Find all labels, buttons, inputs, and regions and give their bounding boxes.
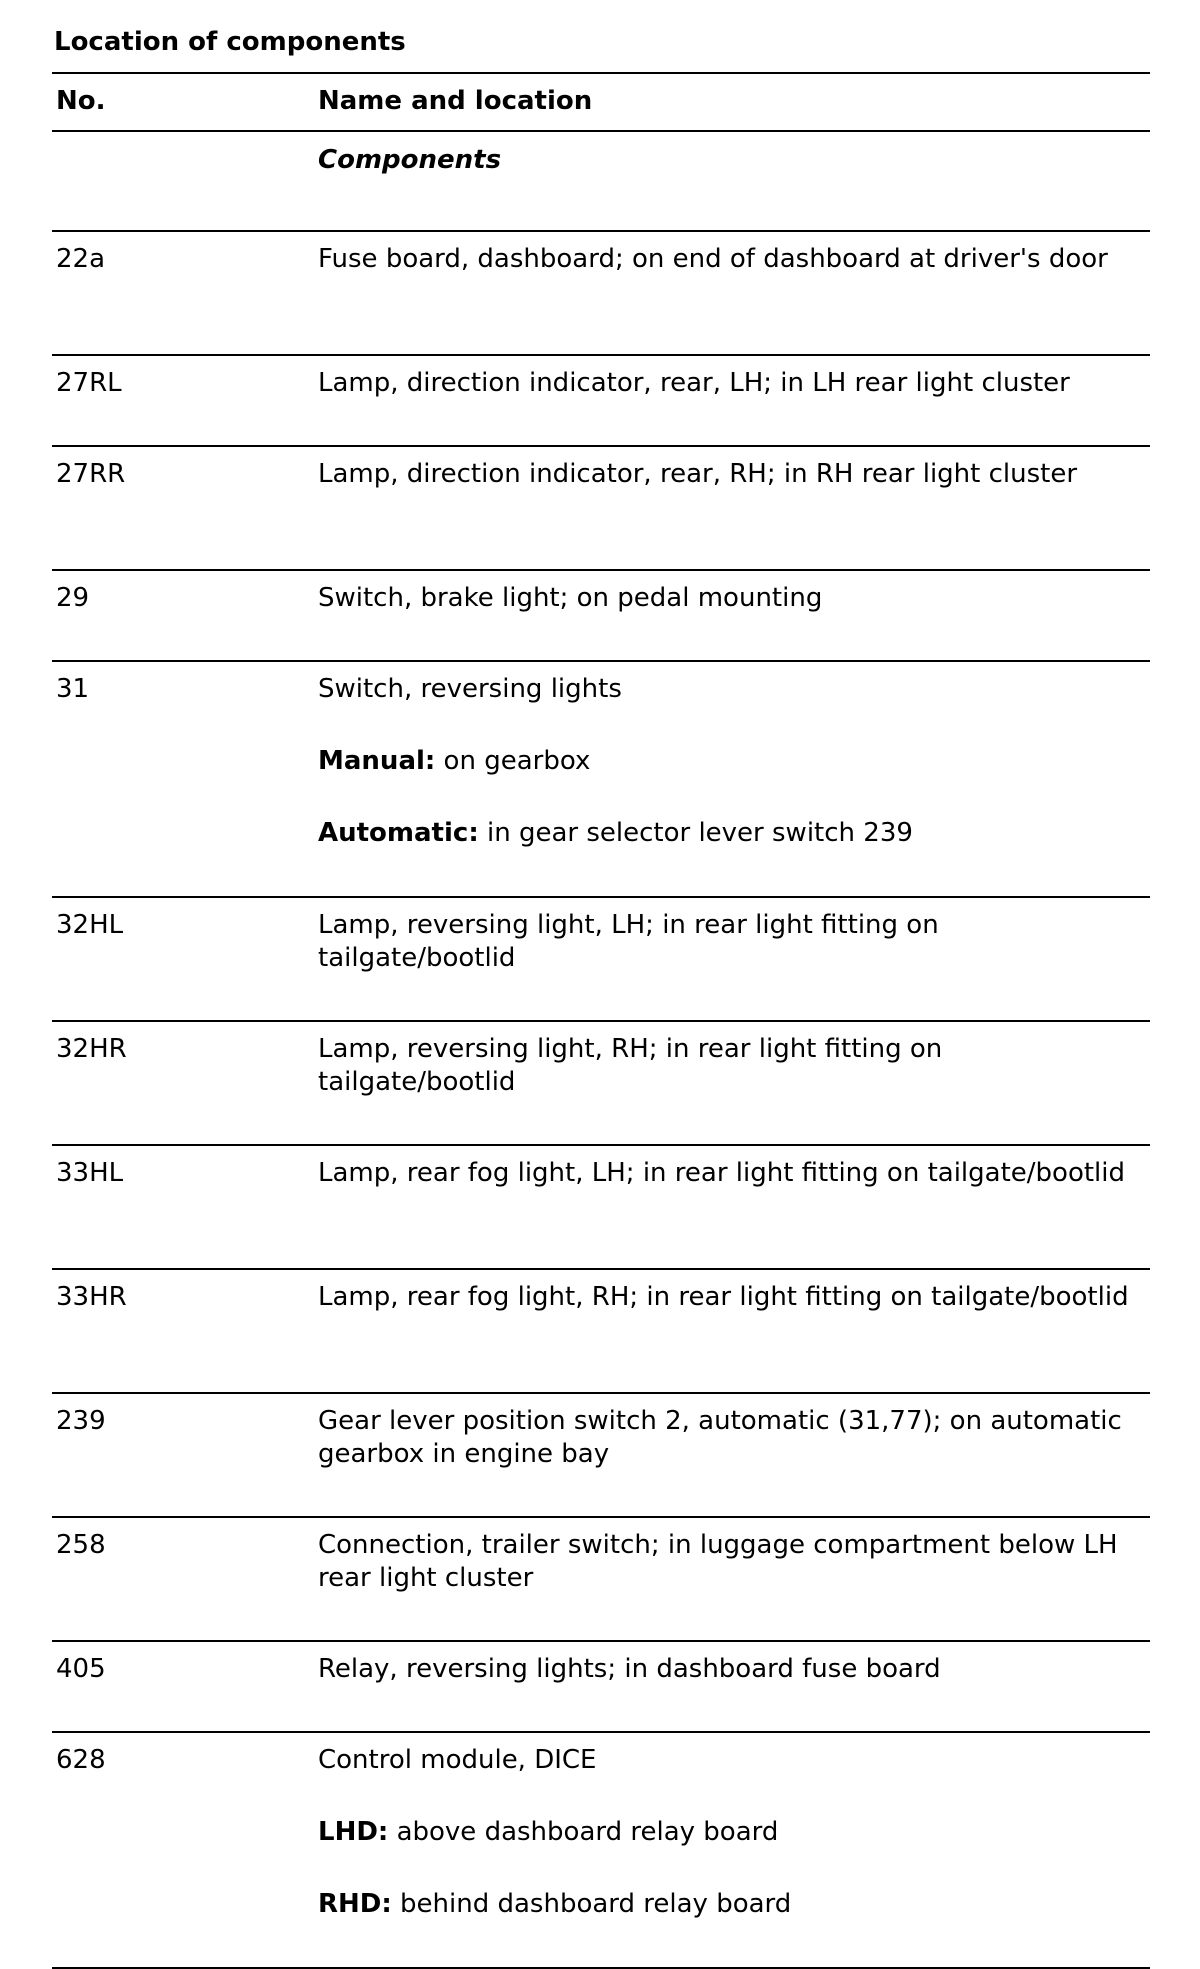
sub-text: behind dashboard relay board <box>391 1889 792 1919</box>
row-name-multi <box>318 673 1150 896</box>
row-name: Lamp, reversing light, LH; in rear light fitting on tailgate/bootlid <box>318 910 939 973</box>
row-no: 33HR <box>56 1282 127 1312</box>
section-title: Components <box>318 145 502 175</box>
row-sub-lhd <box>318 1816 1144 1849</box>
row-name-multi <box>318 1744 1150 1967</box>
table-row <box>52 356 1150 447</box>
header-name-location: Name and location <box>318 86 593 116</box>
row-sub-rhd <box>318 1888 1144 1921</box>
table-row <box>52 1733 1150 1969</box>
row-sub-automatic <box>318 817 1144 850</box>
row-name: Lamp, direction indicator, rear, RH; in RH rear light cluster <box>318 459 1078 489</box>
row-name: Lamp, rear fog light, LH; in rear light fitting on tailgate/bootlid <box>318 1158 1125 1188</box>
row-name: Control module, DICE <box>318 1745 597 1775</box>
table-row <box>52 447 1150 571</box>
table-row <box>52 1022 1150 1146</box>
table-row <box>52 1394 1150 1518</box>
row-no: 31 <box>56 674 90 704</box>
section-no-cell <box>52 144 318 230</box>
table-row <box>52 1146 1150 1270</box>
sub-label: Automatic: <box>318 818 479 848</box>
row-name: Relay, reversing lights; in dashboard fuse board <box>318 1654 941 1684</box>
header-no: No. <box>56 86 106 116</box>
row-no: 258 <box>56 1530 106 1560</box>
table-row <box>52 571 1150 662</box>
section-row <box>52 132 1150 232</box>
row-name: Switch, brake light; on pedal mounting <box>318 583 823 613</box>
row-name: Fuse board, dashboard; on end of dashboard at driver's door <box>318 244 1108 274</box>
table-row <box>52 1642 1150 1733</box>
row-name: Lamp, direction indicator, rear, LH; in LH rear light cluster <box>318 368 1070 398</box>
table-row <box>52 662 1150 898</box>
row-no: 32HR <box>56 1034 127 1064</box>
sub-text: in gear selector lever switch 239 <box>478 818 913 848</box>
document-page <box>52 22 1150 1969</box>
row-sub-manual <box>318 745 1144 778</box>
row-name: Lamp, reversing light, RH; in rear light fitting on tailgate/bootlid <box>318 1034 943 1097</box>
row-no: 33HL <box>56 1158 124 1188</box>
row-name: Switch, reversing lights <box>318 674 622 704</box>
row-no: 405 <box>56 1654 106 1684</box>
table-row <box>52 232 1150 356</box>
table-row <box>52 1270 1150 1394</box>
row-no: 29 <box>56 583 90 613</box>
sub-text: above dashboard relay board <box>388 1817 779 1847</box>
sub-label: LHD: <box>318 1817 389 1847</box>
table-row <box>52 1518 1150 1642</box>
components-table <box>52 72 1150 1969</box>
table-caption: Location of components <box>54 27 406 57</box>
row-no: 32HL <box>56 910 124 940</box>
sub-label: Manual: <box>318 746 436 776</box>
table-row <box>52 898 1150 1022</box>
row-name: Lamp, rear fog light, RH; in rear light fitting on tailgate/bootlid <box>318 1282 1129 1312</box>
row-no: 239 <box>56 1406 106 1436</box>
sub-label: RHD: <box>318 1889 392 1919</box>
row-no: 22a <box>56 244 106 274</box>
row-no: 628 <box>56 1745 106 1775</box>
row-name: Connection, trailer switch; in luggage compartment below LH rear light cluster <box>318 1530 1118 1593</box>
row-no: 27RR <box>56 459 126 489</box>
row-name: Gear lever position switch 2, automatic (31,77); on automatic gearbox in engine bay <box>318 1406 1122 1469</box>
table-header-row <box>52 74 1150 132</box>
sub-text: on gearbox <box>435 746 591 776</box>
row-no: 27RL <box>56 368 122 398</box>
